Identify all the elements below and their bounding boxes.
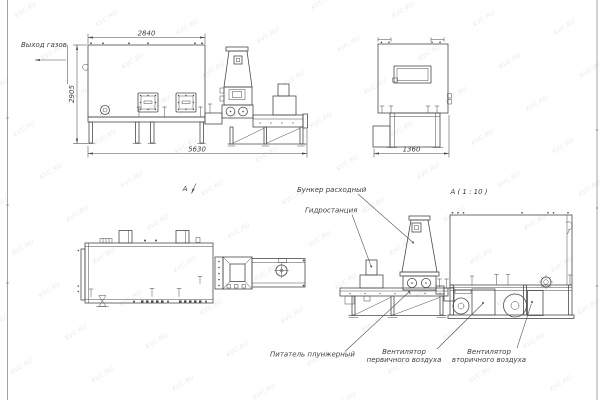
primary-fan-label: первичного воздуха — [366, 356, 442, 364]
primary-fan-label: Вентилятор — [382, 348, 426, 356]
dimension-5630: 5630 — [188, 145, 206, 154]
plunger-feeder-label: Питатель плунжерный — [270, 350, 355, 359]
detail-view-title: А ( 1 : 10 ) — [450, 188, 488, 196]
secondary-fan-label: Вентилятор — [467, 348, 511, 356]
view-a-marker: А — [182, 185, 188, 193]
hopper-label: Бункер расходный — [297, 186, 367, 194]
dimension-2840: 2840 — [137, 29, 156, 38]
hydro-station-label: Гидростанция — [305, 206, 358, 215]
secondary-fan-label: вторичного воздуха — [451, 356, 527, 364]
dimension-1360: 1360 — [402, 145, 421, 154]
gas-outlet-label: Выход газов — [21, 41, 67, 49]
dimension-2905: 2905 — [68, 85, 76, 103]
